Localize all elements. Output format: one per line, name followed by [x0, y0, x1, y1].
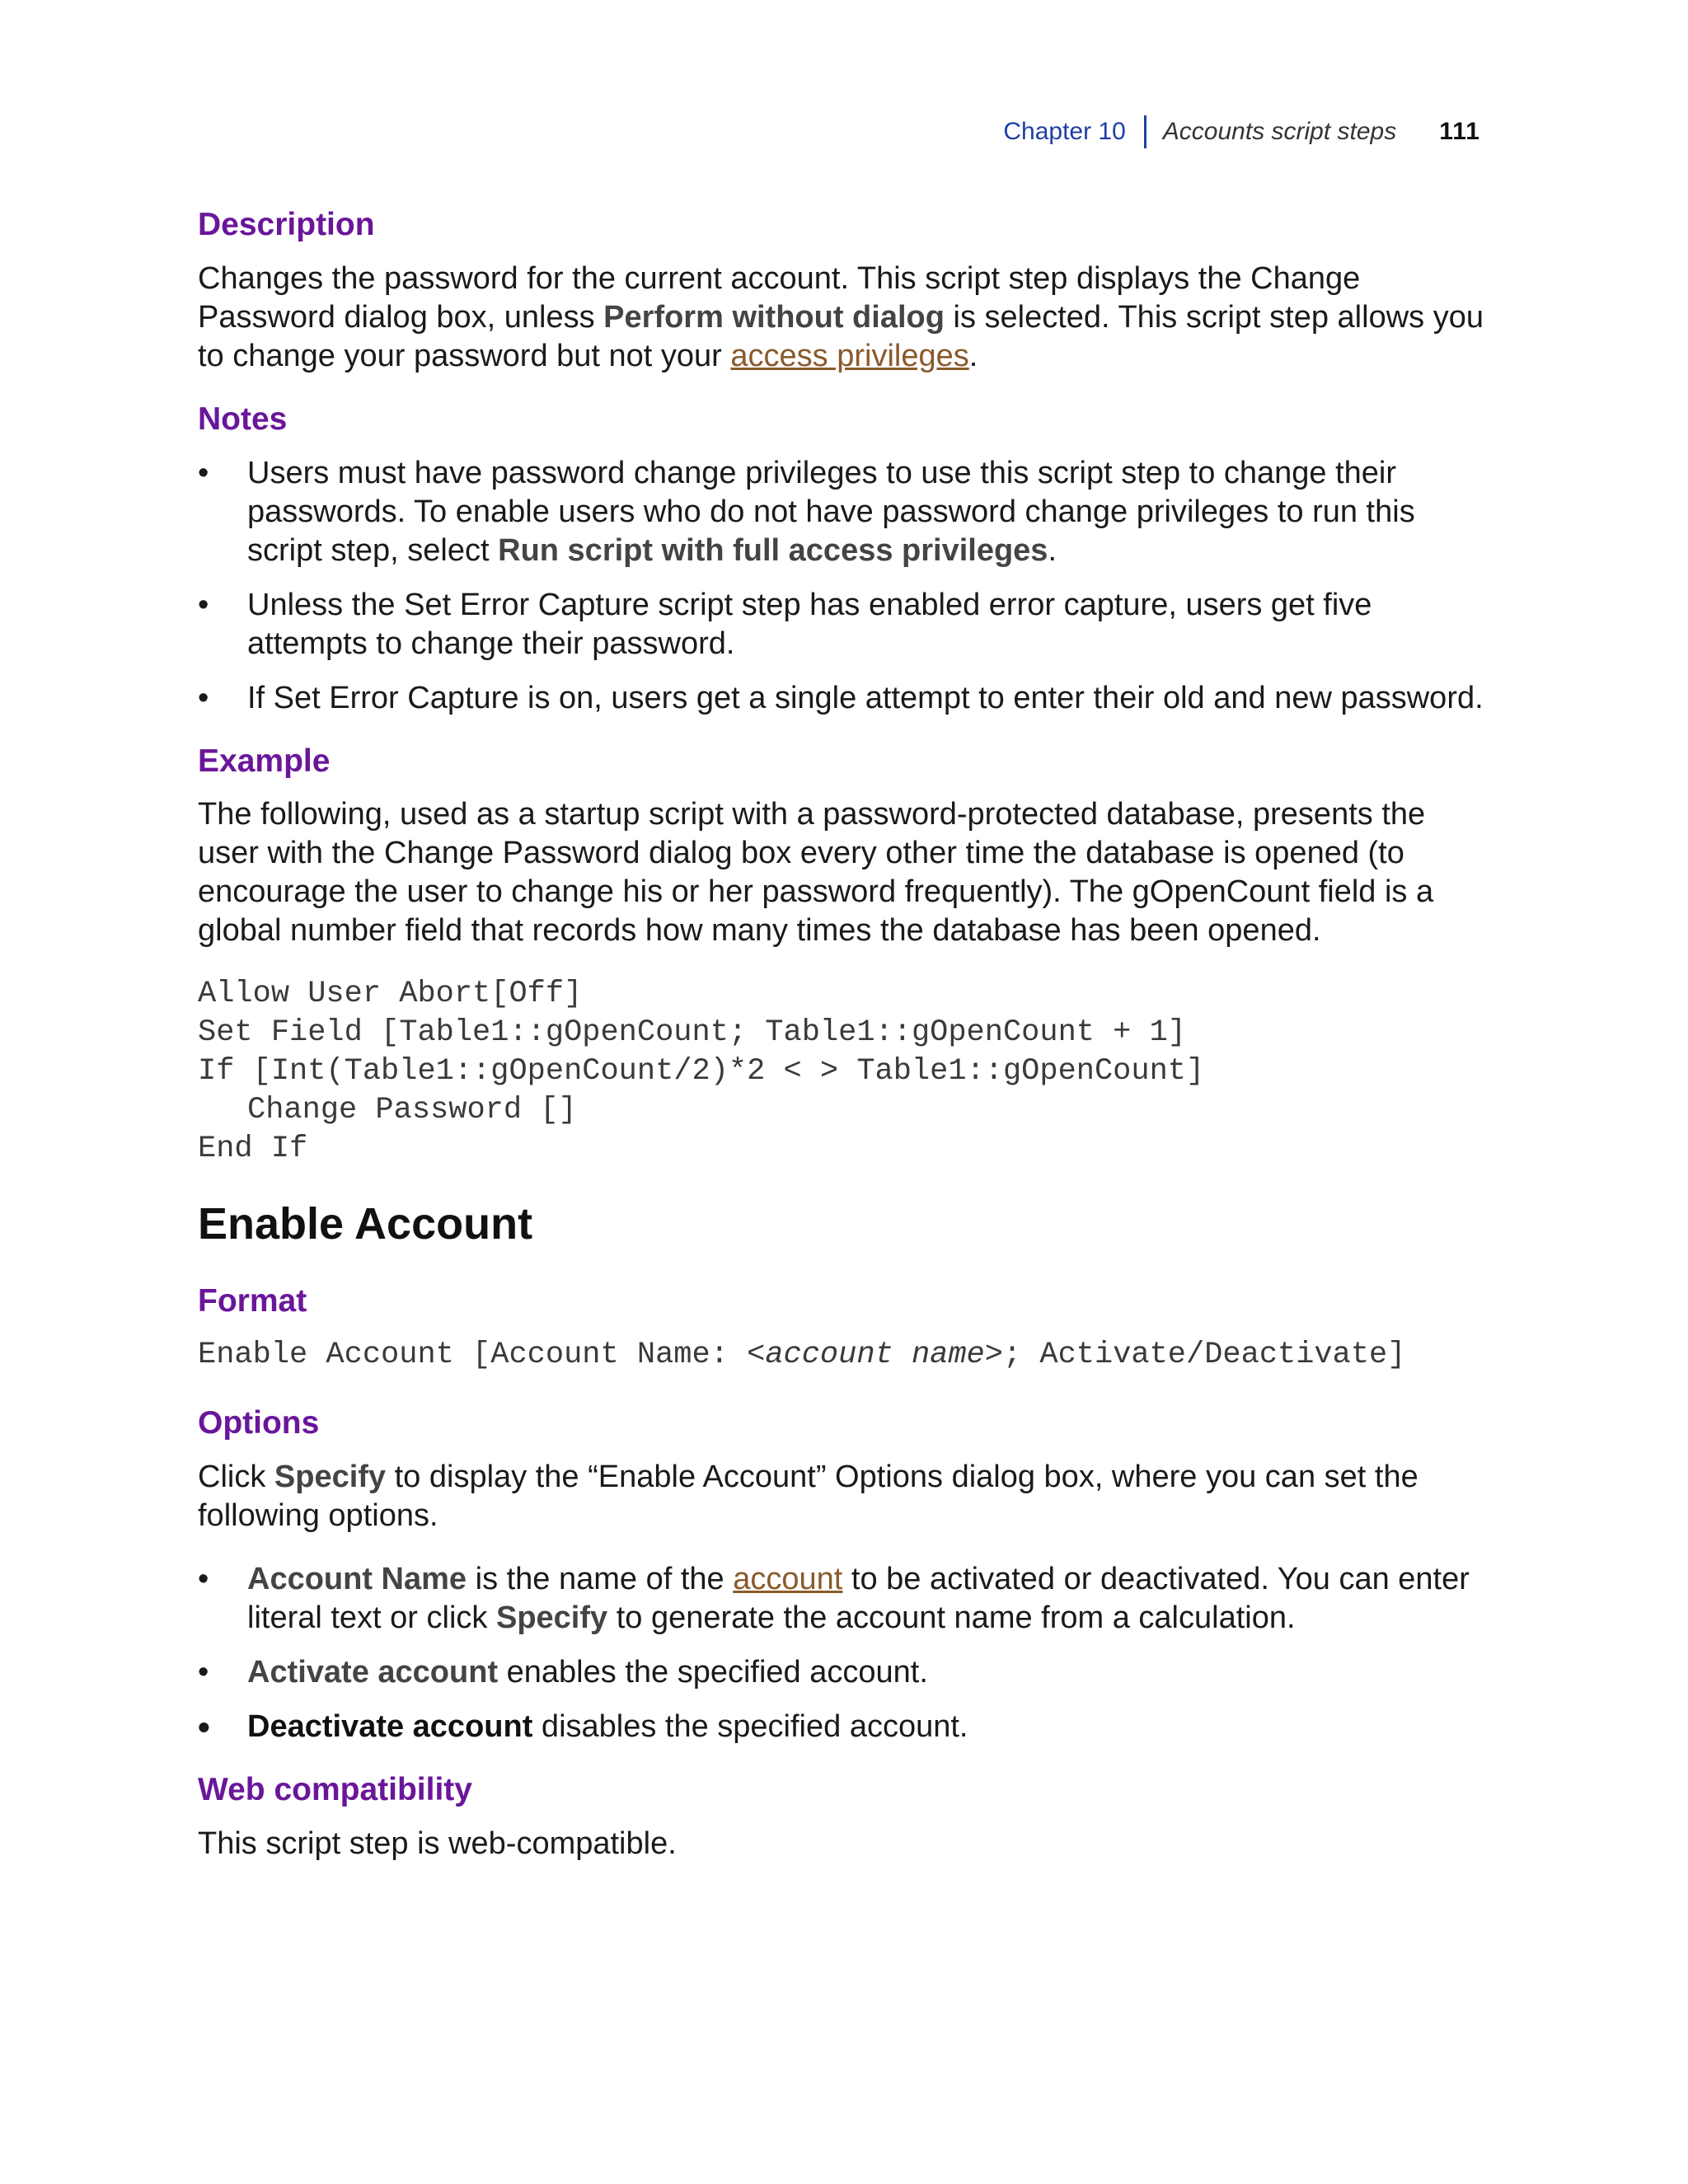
- options-text-2: to display the “Enable Account” Options dialog box, where you can set the following options.: [198, 1459, 1418, 1533]
- note-text-end: .: [1048, 532, 1057, 568]
- code-line: If [Int(Table1::gOpenCount/2)*2 < > Table1::gOpenCount]: [198, 1054, 1205, 1090]
- bullet: •: [198, 455, 209, 490]
- bullet: •: [198, 1561, 209, 1596]
- example-heading: Example: [198, 743, 331, 779]
- deactivate-account-term: Deactivate account: [247, 1708, 533, 1744]
- run-script-full-access-term: Run script with full access privileges: [498, 532, 1048, 568]
- note-text: Users must have password change privileges to use this script step to change their passwords. To enable users who do not have password change privileges to run this script step, select: [247, 455, 1415, 568]
- list-item: [198, 1560, 1484, 1638]
- options-paragraph: [198, 1458, 1484, 1535]
- web-compatibility-text: This script step is web-compatible.: [198, 1825, 677, 1861]
- options-list: [198, 1560, 1484, 1746]
- list-item: [198, 1708, 1484, 1746]
- bullet: •: [198, 1707, 210, 1746]
- bullet: •: [198, 587, 209, 622]
- options-heading: Options: [198, 1405, 320, 1441]
- header-section-title: Accounts script steps: [1162, 118, 1397, 145]
- code-line: Change Password []: [247, 1093, 577, 1128]
- format-code-text: Enable Account [Account Name:: [198, 1338, 748, 1373]
- format-heading: Format: [198, 1283, 307, 1319]
- option-text: is the name of the: [467, 1561, 734, 1596]
- list-item: [198, 586, 1484, 663]
- code-line: Set Field [Table1::gOpenCount; Table1::gOpenCount + 1]: [198, 1015, 1186, 1051]
- header-divider: [1144, 115, 1146, 148]
- description-heading: Description: [198, 207, 375, 242]
- note-text: If Set Error Capture is on, users get a single attempt to enter their old and new password.: [247, 680, 1484, 715]
- option-text: disables the specified account.: [532, 1708, 968, 1744]
- specify-term: Specify: [495, 1600, 608, 1635]
- option-text: enables the specified account.: [498, 1654, 928, 1690]
- header-chapter: Chapter 10: [1003, 118, 1126, 145]
- page-content: [198, 206, 1484, 1888]
- account-name-term: Account Name: [247, 1561, 467, 1596]
- description-text-3: .: [968, 338, 978, 373]
- note-text: Unless the Set Error Capture script step has enabled error capture, users get five attempts to change their password.: [247, 587, 1372, 661]
- running-header: [1003, 112, 1480, 152]
- enable-account-title: Enable Account: [198, 1199, 533, 1249]
- notes-heading: Notes: [198, 401, 288, 437]
- activate-account-term: Activate account: [247, 1654, 499, 1690]
- bullet: •: [198, 680, 209, 715]
- example-paragraph: The following, used as a startup script with a password-protected database, presents the user with the Change Password dialog box every other time the database is opened (to encourage the user to change his or her password frequently). The gOpenCount field is a global number field that records how many times the database has been opened.: [198, 797, 1434, 949]
- format-code-text-end: ; Activate/Deactivate]: [1002, 1338, 1406, 1373]
- page-number: 111: [1439, 118, 1480, 145]
- option-text-2: to be activated or deactivated. You can enter literal text or click: [247, 1561, 1470, 1635]
- options-text: Click: [198, 1459, 274, 1494]
- notes-list: [198, 454, 1484, 718]
- account-link[interactable]: account: [733, 1561, 843, 1596]
- code-line: Allow User Abort[Off]: [198, 977, 583, 1012]
- description-text: Changes the password for the current account. This script step displays the Change Password dialog box, unless: [198, 260, 1361, 335]
- specify-term: Specify: [274, 1459, 387, 1494]
- web-compatibility-heading: Web compatibility: [198, 1771, 472, 1807]
- list-item: [198, 454, 1484, 570]
- format-code-placeholder: <account name>: [747, 1338, 1003, 1373]
- description-text-2: is selected. This script step allows you to change your password but not your: [198, 299, 1484, 373]
- bullet: •: [198, 1654, 209, 1690]
- option-text-3: to generate the account name from a calculation.: [607, 1600, 1296, 1635]
- description-paragraph: [198, 260, 1484, 376]
- code-line: End If: [198, 1132, 308, 1167]
- access-privileges-link[interactable]: access privileges: [730, 338, 969, 373]
- list-item: [198, 1653, 1484, 1692]
- list-item: [198, 679, 1484, 718]
- perform-without-dialog-term: Perform without dialog: [603, 299, 945, 335]
- example-code-block: [198, 975, 1484, 1169]
- format-code: [198, 1336, 1484, 1375]
